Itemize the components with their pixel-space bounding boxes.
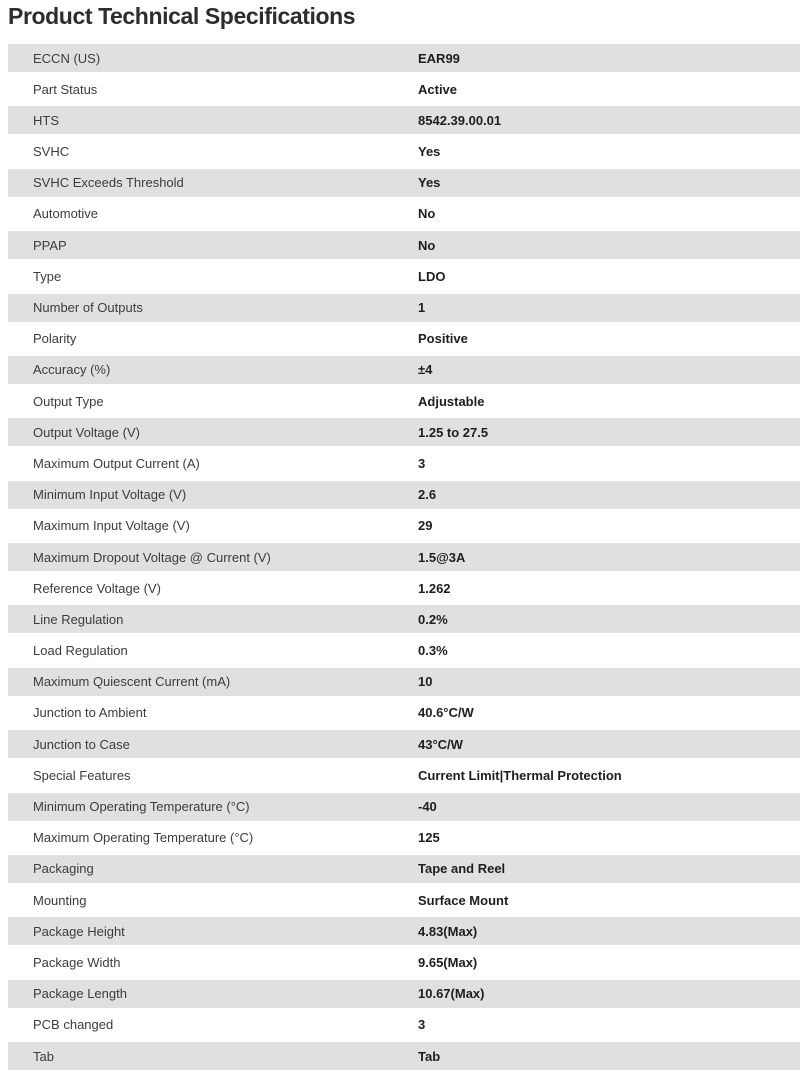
spec-label: Output Voltage (V) <box>33 424 140 440</box>
spec-label: PCB changed <box>33 1017 114 1033</box>
spec-value: Adjustable <box>418 393 485 409</box>
table-row <box>8 668 800 696</box>
spec-label: Package Width <box>33 954 121 970</box>
spec-value: 3 <box>418 1017 426 1033</box>
spec-value: ±4 <box>418 362 433 378</box>
spec-label: SVHC <box>33 144 70 160</box>
table-row <box>8 75 800 103</box>
table-row <box>8 418 800 446</box>
table-row <box>8 637 800 665</box>
spec-label: Output Type <box>33 393 104 409</box>
spec-label: Minimum Operating Temperature (°C) <box>33 799 250 814</box>
table-row <box>8 730 800 758</box>
spec-value: 40.6°C/W <box>418 705 474 721</box>
spec-value: 1.5@3A <box>418 549 466 565</box>
spec-label: Line Regulation <box>33 611 124 627</box>
spec-label: Number of Outputs <box>33 300 143 315</box>
spec-value: 10 <box>418 674 433 690</box>
spec-label: Accuracy (%) <box>33 362 111 378</box>
spec-value: No <box>418 206 436 222</box>
table-row <box>8 605 800 633</box>
spec-label: Polarity <box>33 331 77 347</box>
spec-label: Load Regulation <box>33 643 128 659</box>
spec-label: Packaging <box>33 861 94 877</box>
spec-label: Maximum Quiescent Current (mA) <box>33 674 231 690</box>
table-row <box>8 980 800 1008</box>
spec-value: 1.262 <box>418 580 451 596</box>
spec-value: 0.2% <box>418 611 448 627</box>
spec-label: Maximum Operating Temperature (°C) <box>33 830 254 846</box>
page-title: Product Technical Specifications <box>8 3 356 29</box>
spec-label: PPAP <box>33 237 67 253</box>
spec-label: Mounting <box>33 892 87 908</box>
spec-value: LDO <box>418 268 446 284</box>
spec-table <box>8 44 800 1070</box>
spec-value: 4.83(Max) <box>418 923 478 939</box>
spec-value: EAR99 <box>418 50 460 66</box>
spec-value: Yes <box>418 175 441 191</box>
table-row <box>8 481 800 509</box>
spec-value: 43°C/W <box>418 736 463 752</box>
spec-label: Reference Voltage (V) <box>33 580 161 596</box>
spec-value: 10.67(Max) <box>418 986 485 1002</box>
spec-value: 125 <box>418 830 440 846</box>
spec-label: Part Status <box>33 81 98 97</box>
table-row <box>8 449 800 477</box>
table-row <box>8 699 800 727</box>
table-row <box>8 231 800 259</box>
table-row <box>8 824 800 852</box>
spec-label: Package Height <box>33 923 125 939</box>
spec-label: Minimum Input Voltage (V) <box>33 487 187 503</box>
spec-value: 1.25 to 27.5 <box>418 424 489 440</box>
spec-value: Positive <box>418 331 468 347</box>
table-row <box>8 512 800 540</box>
spec-value: Tape and Reel <box>418 861 506 877</box>
spec-label: Tab <box>33 1048 54 1064</box>
table-row <box>8 138 800 166</box>
spec-value: Yes <box>418 144 441 160</box>
spec-value: 9.65(Max) <box>418 954 478 970</box>
table-row <box>8 44 800 72</box>
spec-label: Junction to Case <box>33 736 130 752</box>
spec-value: 8542.39.00.01 <box>418 112 502 128</box>
table-row <box>8 886 800 914</box>
spec-value: No <box>418 237 436 253</box>
table-row <box>8 917 800 945</box>
table-row <box>8 574 800 602</box>
table-row <box>8 855 800 883</box>
spec-value: Current Limit|Thermal Protection <box>418 767 622 783</box>
table-row <box>8 294 800 322</box>
table-row <box>8 106 800 134</box>
spec-label: SVHC Exceeds Threshold <box>33 175 184 191</box>
spec-value: 3 <box>418 455 426 471</box>
spec-value: Surface Mount <box>418 892 509 908</box>
spec-label: Automotive <box>33 206 99 222</box>
table-row <box>8 948 800 976</box>
table-row <box>8 1011 800 1039</box>
table-row <box>8 793 800 821</box>
table-row <box>8 761 800 789</box>
spec-label: ECCN (US) <box>33 50 101 66</box>
spec-label: Special Features <box>33 767 131 783</box>
table-row <box>8 356 800 384</box>
spec-value: 1 <box>418 300 426 315</box>
spec-value: 0.3% <box>418 643 448 659</box>
table-row <box>8 543 800 571</box>
table-row <box>8 1042 800 1070</box>
spec-value: Tab <box>418 1048 441 1064</box>
spec-label: Type <box>33 268 62 284</box>
table-row <box>8 262 800 290</box>
spec-value: Active <box>418 81 458 97</box>
table-row <box>8 387 800 415</box>
spec-label: Junction to Ambient <box>33 705 147 721</box>
spec-label: Maximum Input Voltage (V) <box>33 518 190 534</box>
spec-value: 29 <box>418 518 433 534</box>
spec-label: Package Length <box>33 986 127 1002</box>
table-row <box>8 200 800 228</box>
table-row <box>8 325 800 353</box>
table-row <box>8 169 800 197</box>
spec-value: -40 <box>418 799 437 814</box>
spec-value: 2.6 <box>418 487 437 503</box>
spec-label: Maximum Output Current (A) <box>33 455 200 471</box>
spec-label: HTS <box>33 112 59 128</box>
spec-label: Maximum Dropout Voltage @ Current (V) <box>33 549 271 565</box>
